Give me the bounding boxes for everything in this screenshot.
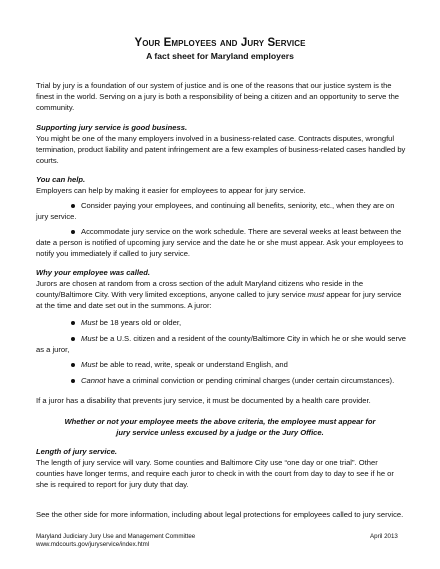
section-body-you-can-help: Employers can help by making it easier for employees to appear for jury service. <box>36 186 306 195</box>
closing-note: See the other side for more information, including about legal protections for employees called to jury service. <box>36 510 404 519</box>
juror-requirement-citizen: Must be a U.S. citizen and a resident of the county/Baltimore City in which he or she would serve as a juror, <box>36 334 407 355</box>
document-title: Your Employees and Jury Service <box>134 37 306 49</box>
bullet-icon <box>71 337 75 341</box>
footer-organization: Maryland Judiciary Jury Use and Management Committee <box>36 533 196 540</box>
section-body-good-business: You might be one of the many employers involved in a business-related case. Contracts disputes, wrongful termination, product liability and patent infringement are a few examples of business-related cases handled by courts. <box>36 134 406 166</box>
section-heading-why-called: Why your employee was called. <box>36 268 150 277</box>
bullet-text: Accommodate jury service on the work schedule. There are several weeks at least between the date a person is notified of upcoming jury service and the date he or she must appear. Ask your employees to notify you immediately if called to jury service. <box>36 227 404 259</box>
bullet-icon <box>71 379 75 383</box>
callout-must-appear: Whether or not your employee meets the above criteria, the employee must appear for jury service unless excused by a judge or the Jury Office. <box>64 417 376 437</box>
disability-note: If a juror has a disability that prevents jury service, it must be documented by a health care provider. <box>36 396 371 405</box>
bullet-pay-employees <box>36 200 408 222</box>
section-heading-length: Length of jury service. <box>36 447 118 456</box>
juror-requirement-criminal: Cannot have a criminal conviction or pending criminal charges (under certain circumstances). <box>36 375 408 386</box>
section-body-why-called: Jurors are chosen at random from a cross section of the adult Maryland citizens who reside in the county/Baltimore City. With very limited exceptions, anyone called to jury service must appear for jury service at the time and date set out in the summons. A juror: <box>36 279 402 311</box>
juror-requirement-english: Must be able to read, write, speak or understand English, and <box>36 359 408 370</box>
section-body-length: The length of jury service will vary. Some counties and Baltimore City use “one day or one trial”. Other counties have longer terms, and require each juror to check in with the court from day to day to see if he or she is required to report for jury duty that day. <box>36 458 394 490</box>
bullet-text: Consider paying your employees, and continuing all benefits, seniority, etc., when they are on jury service. <box>36 201 395 222</box>
section-heading-good-business: Supporting jury service is good business. <box>36 123 188 132</box>
bullet-icon <box>71 204 75 208</box>
footer-date: April 2013 <box>370 533 398 540</box>
section-heading-you-can-help: You can help. <box>36 175 86 184</box>
bullet-icon <box>71 363 75 367</box>
juror-requirement-age: Must be 18 years old or older, <box>36 317 408 328</box>
bullet-icon <box>71 321 75 325</box>
document-subtitle: A fact sheet for Maryland employers <box>146 51 294 61</box>
bullet-icon <box>71 230 75 234</box>
bullet-accommodate-schedule <box>36 226 408 260</box>
footer-url[interactable]: www.mdcourts.gov/juryservice/index.html <box>36 541 150 548</box>
intro-paragraph: Trial by jury is a foundation of our system of justice and is one of the reasons that our justice system is the finest in the world. Serving on a jury is both a responsibility of being a citizen and an opportunity to serve the community. <box>36 81 400 113</box>
